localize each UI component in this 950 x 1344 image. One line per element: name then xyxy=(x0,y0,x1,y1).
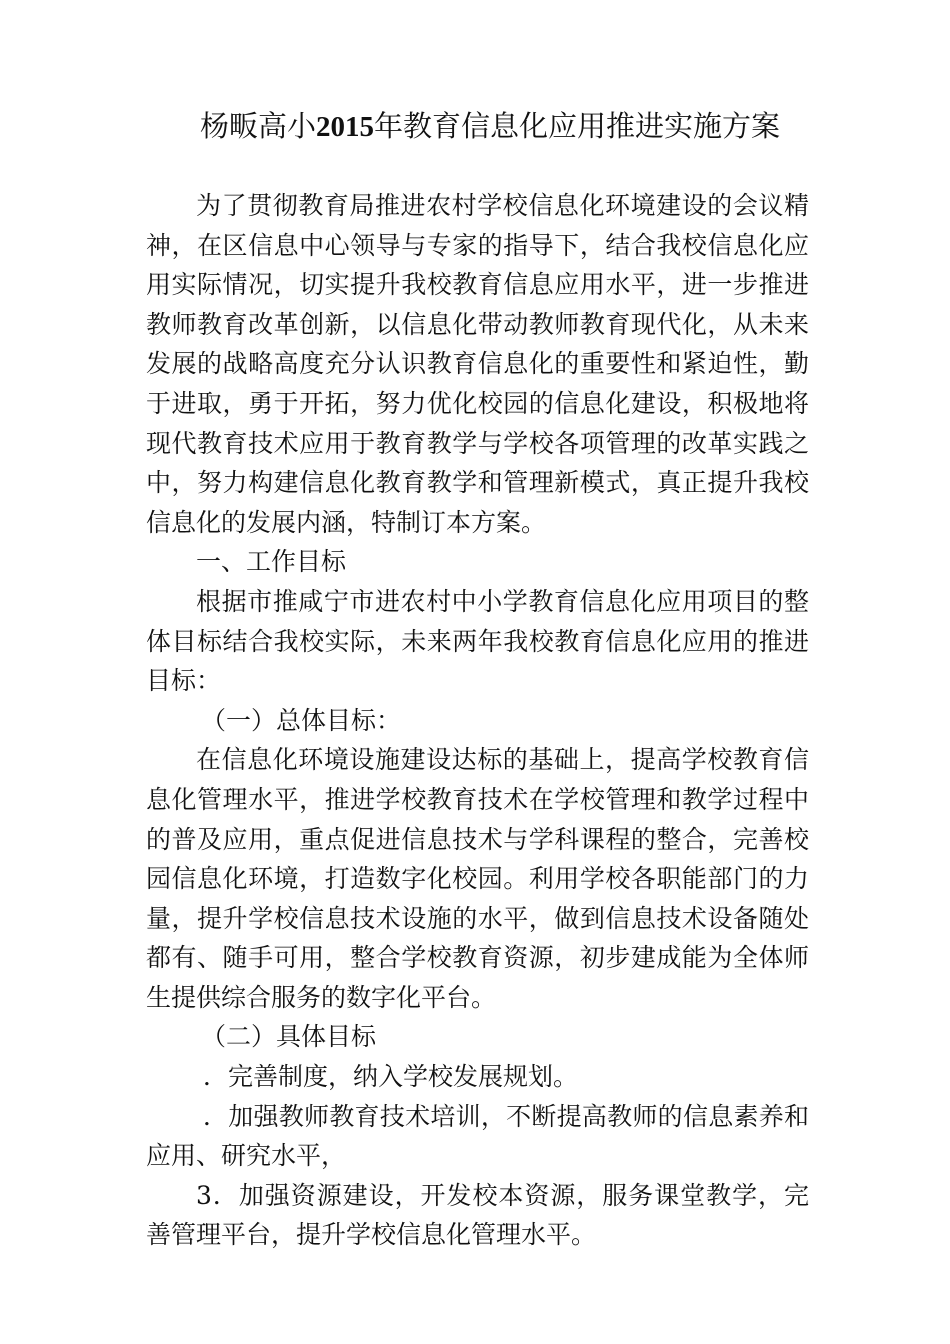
document-title xyxy=(160,106,820,147)
title-year: 2015 xyxy=(316,111,374,143)
overall-goals-paragraph: 在信息化环境设施建设达标的基础上，提高学校教育信息化管理水平，推进学校教育技术在学校管理和教学过程中的普及应用，重点促进信息技术与学科课程的整合，完善校园信息化环境，打造数字化校园。利用学校各职能部门的力量，提升学校信息技术设施的水平，做到信息技术设备随处都有、随手可用，整合学校教育资源，初步建成能为全体师生提供综合服务的数字化平台。 xyxy=(146,745,809,1012)
section-heading-work-goals: 一、工作目标 xyxy=(196,547,347,577)
title-suffix: 年教育信息化应用推进实施方案 xyxy=(374,109,781,143)
subheading-specific-goals: （二）具体目标 xyxy=(201,1022,377,1052)
specific-goal-item: ．加强教师教育技术培训，不断提高教师的信息素养和应用、研究水平， xyxy=(146,1101,809,1171)
subheading-overall-goals: （一）总体目标： xyxy=(201,705,402,735)
document-body xyxy=(146,186,809,1255)
title-prefix: 杨畈高小 xyxy=(199,109,316,143)
specific-goal-item: ．完善制度，纳入学校发展规划。 xyxy=(203,1062,579,1092)
work-goals-paragraph: 根据市推咸宁市进农村中小学教育信息化应用项目的整体目标结合我校实际，未来两年我校教育信息化应用的推进目标： xyxy=(146,586,809,696)
specific-goal-item: 3．加强资源建设，开发校本资源，服务课堂教学，完善管理平台，提升学校信息化管理水平。 xyxy=(146,1180,809,1250)
intro-paragraph: 为了贯彻教育局推进农村学校信息化环境建设的会议精神，在区信息中心领导与专家的指导下，结合我校信息化应用实际情况，切实提升我校教育信息应用水平，进一步推进教师教育改革创新，以信息化带动教师教育现代化，从未来发展的战略高度充分认识教育信息化的重要性和紧迫性，勤于进取，勇于开拓，努力优化校园的信息化建设，积极地将现代教育技术应用于教育教学与学校各项管理的改革实践之中，努力构建信息化教育教学和管理新模式，真正提升我校信息化的发展内涵，特制订本方案。 xyxy=(146,191,809,537)
